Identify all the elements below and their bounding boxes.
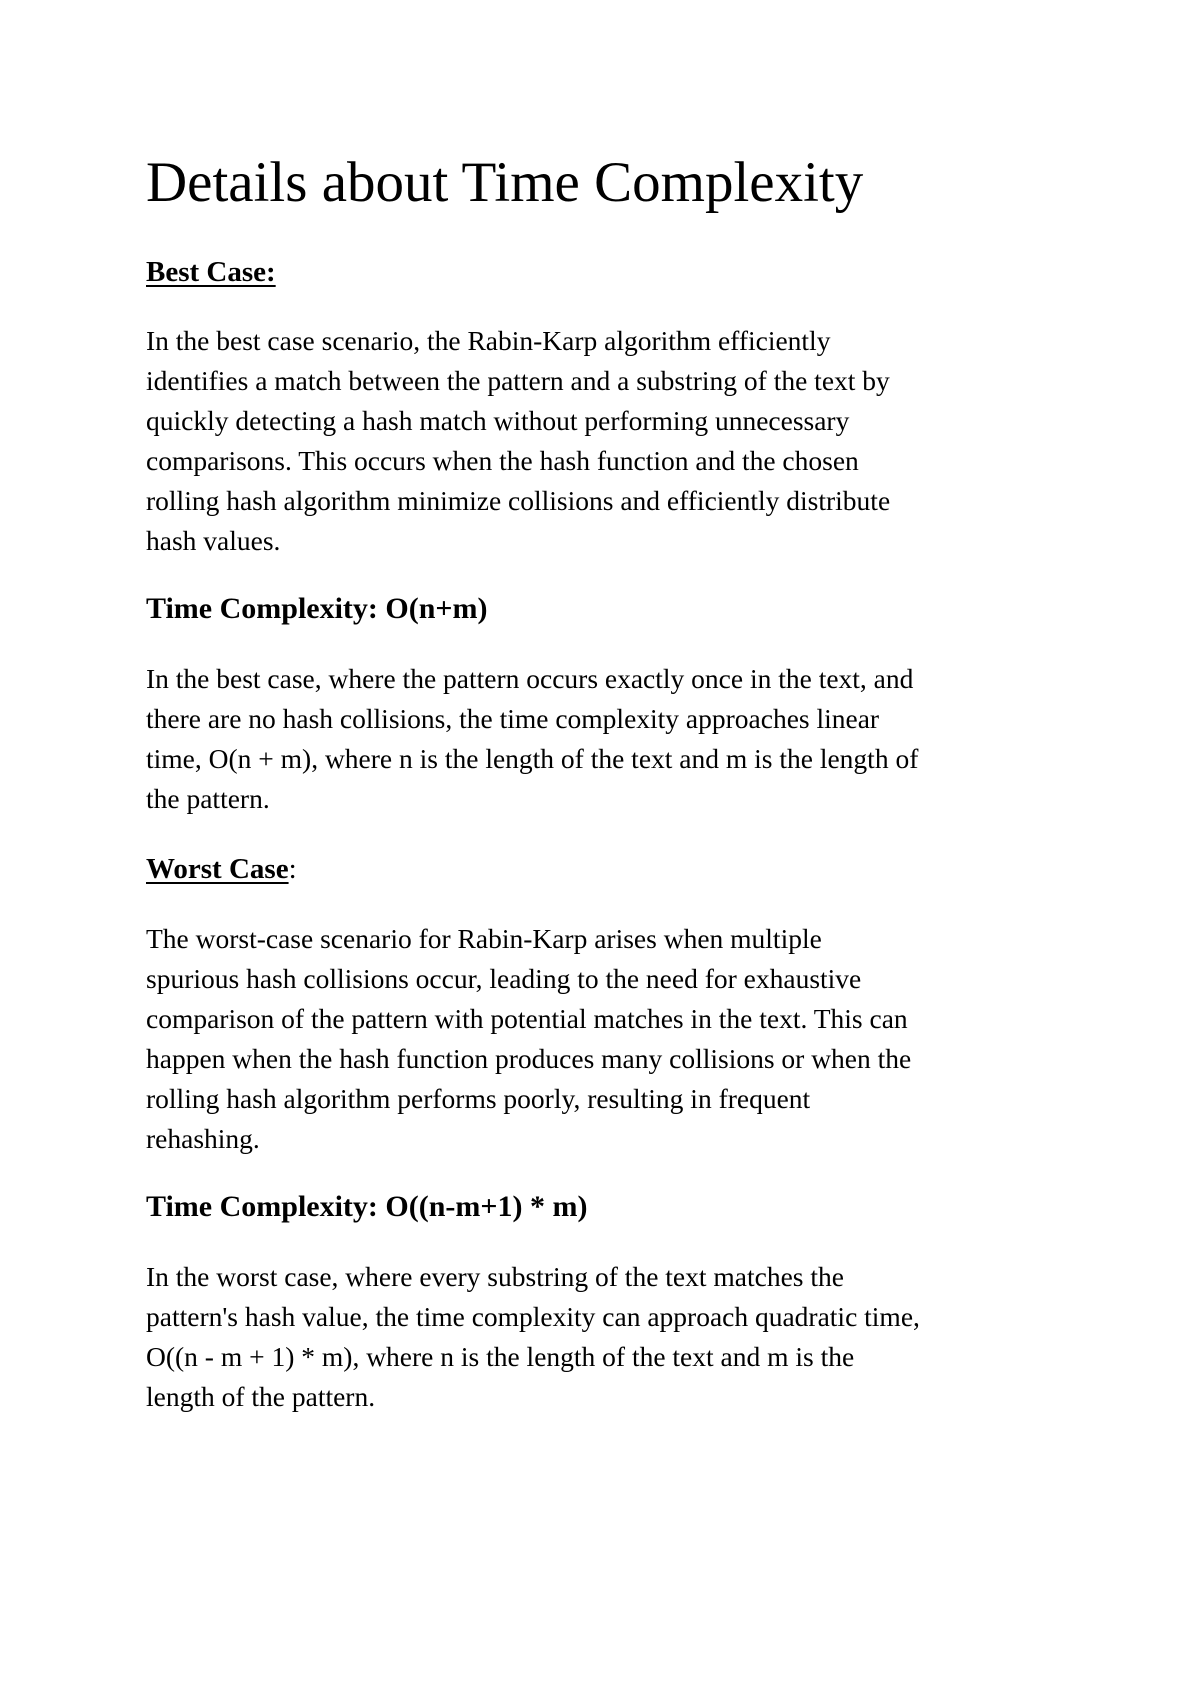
worst-case-complexity-paragraph <box>146 1257 920 1417</box>
paragraph-line: In the worst case, where every substring of the text matches the <box>146 1261 844 1292</box>
paragraph-line: quickly detecting a hash match without performing unnecessary <box>146 405 850 436</box>
best-case-complexity-heading: Time Complexity: O(n+m) <box>146 592 488 625</box>
paragraph-line: time, O(n + m), where n is the length of the text and m is the length of <box>146 743 919 774</box>
paragraph-line: In the best case, where the pattern occurs exactly once in the text, and <box>146 663 914 694</box>
paragraph-line: happen when the hash function produces many collisions or when the <box>146 1043 912 1074</box>
paragraph-line: The worst-case scenario for Rabin-Karp arises when multiple <box>146 923 822 954</box>
worst-case-heading-text: Worst Case <box>146 853 289 885</box>
worst-case-heading <box>146 849 297 889</box>
best-case-complexity-paragraph <box>146 659 918 819</box>
paragraph-line: comparisons. This occurs when the hash function and the chosen <box>146 445 859 476</box>
best-case-heading-text: Best Case: <box>146 256 276 288</box>
worst-case-heading-colon: : <box>288 853 297 885</box>
paragraph-line: rehashing. <box>146 1123 260 1154</box>
paragraph-line: comparison of the pattern with potential matches in the text. This can <box>146 1003 908 1034</box>
paragraph-line: length of the pattern. <box>146 1381 376 1412</box>
paragraph-line: rolling hash algorithm minimize collisions and efficiently distribute <box>146 485 891 516</box>
best-case-paragraph <box>146 321 890 561</box>
paragraph-line: the pattern. <box>146 783 270 814</box>
paragraph-line: rolling hash algorithm performs poorly, resulting in frequent <box>146 1083 811 1114</box>
paragraph-line: there are no hash collisions, the time complexity approaches linear <box>146 703 880 734</box>
best-case-heading <box>146 252 276 292</box>
paragraph-line: pattern's hash value, the time complexity can approach quadratic time, <box>146 1301 920 1332</box>
worst-case-complexity-heading: Time Complexity: O((n-m+1) * m) <box>146 1190 588 1223</box>
paragraph-line: identifies a match between the pattern and a substring of the text by <box>146 365 890 396</box>
paragraph-line: In the best case scenario, the Rabin-Karp algorithm efficiently <box>146 325 831 356</box>
paragraph-line: spurious hash collisions occur, leading to the need for exhaustive <box>146 963 862 994</box>
document-title: Details about Time Complexity <box>146 151 864 214</box>
worst-case-paragraph <box>146 919 911 1159</box>
paragraph-line: hash values. <box>146 525 281 556</box>
paragraph-line: O((n - m + 1) * m), where n is the length of the text and m is the <box>146 1341 855 1372</box>
